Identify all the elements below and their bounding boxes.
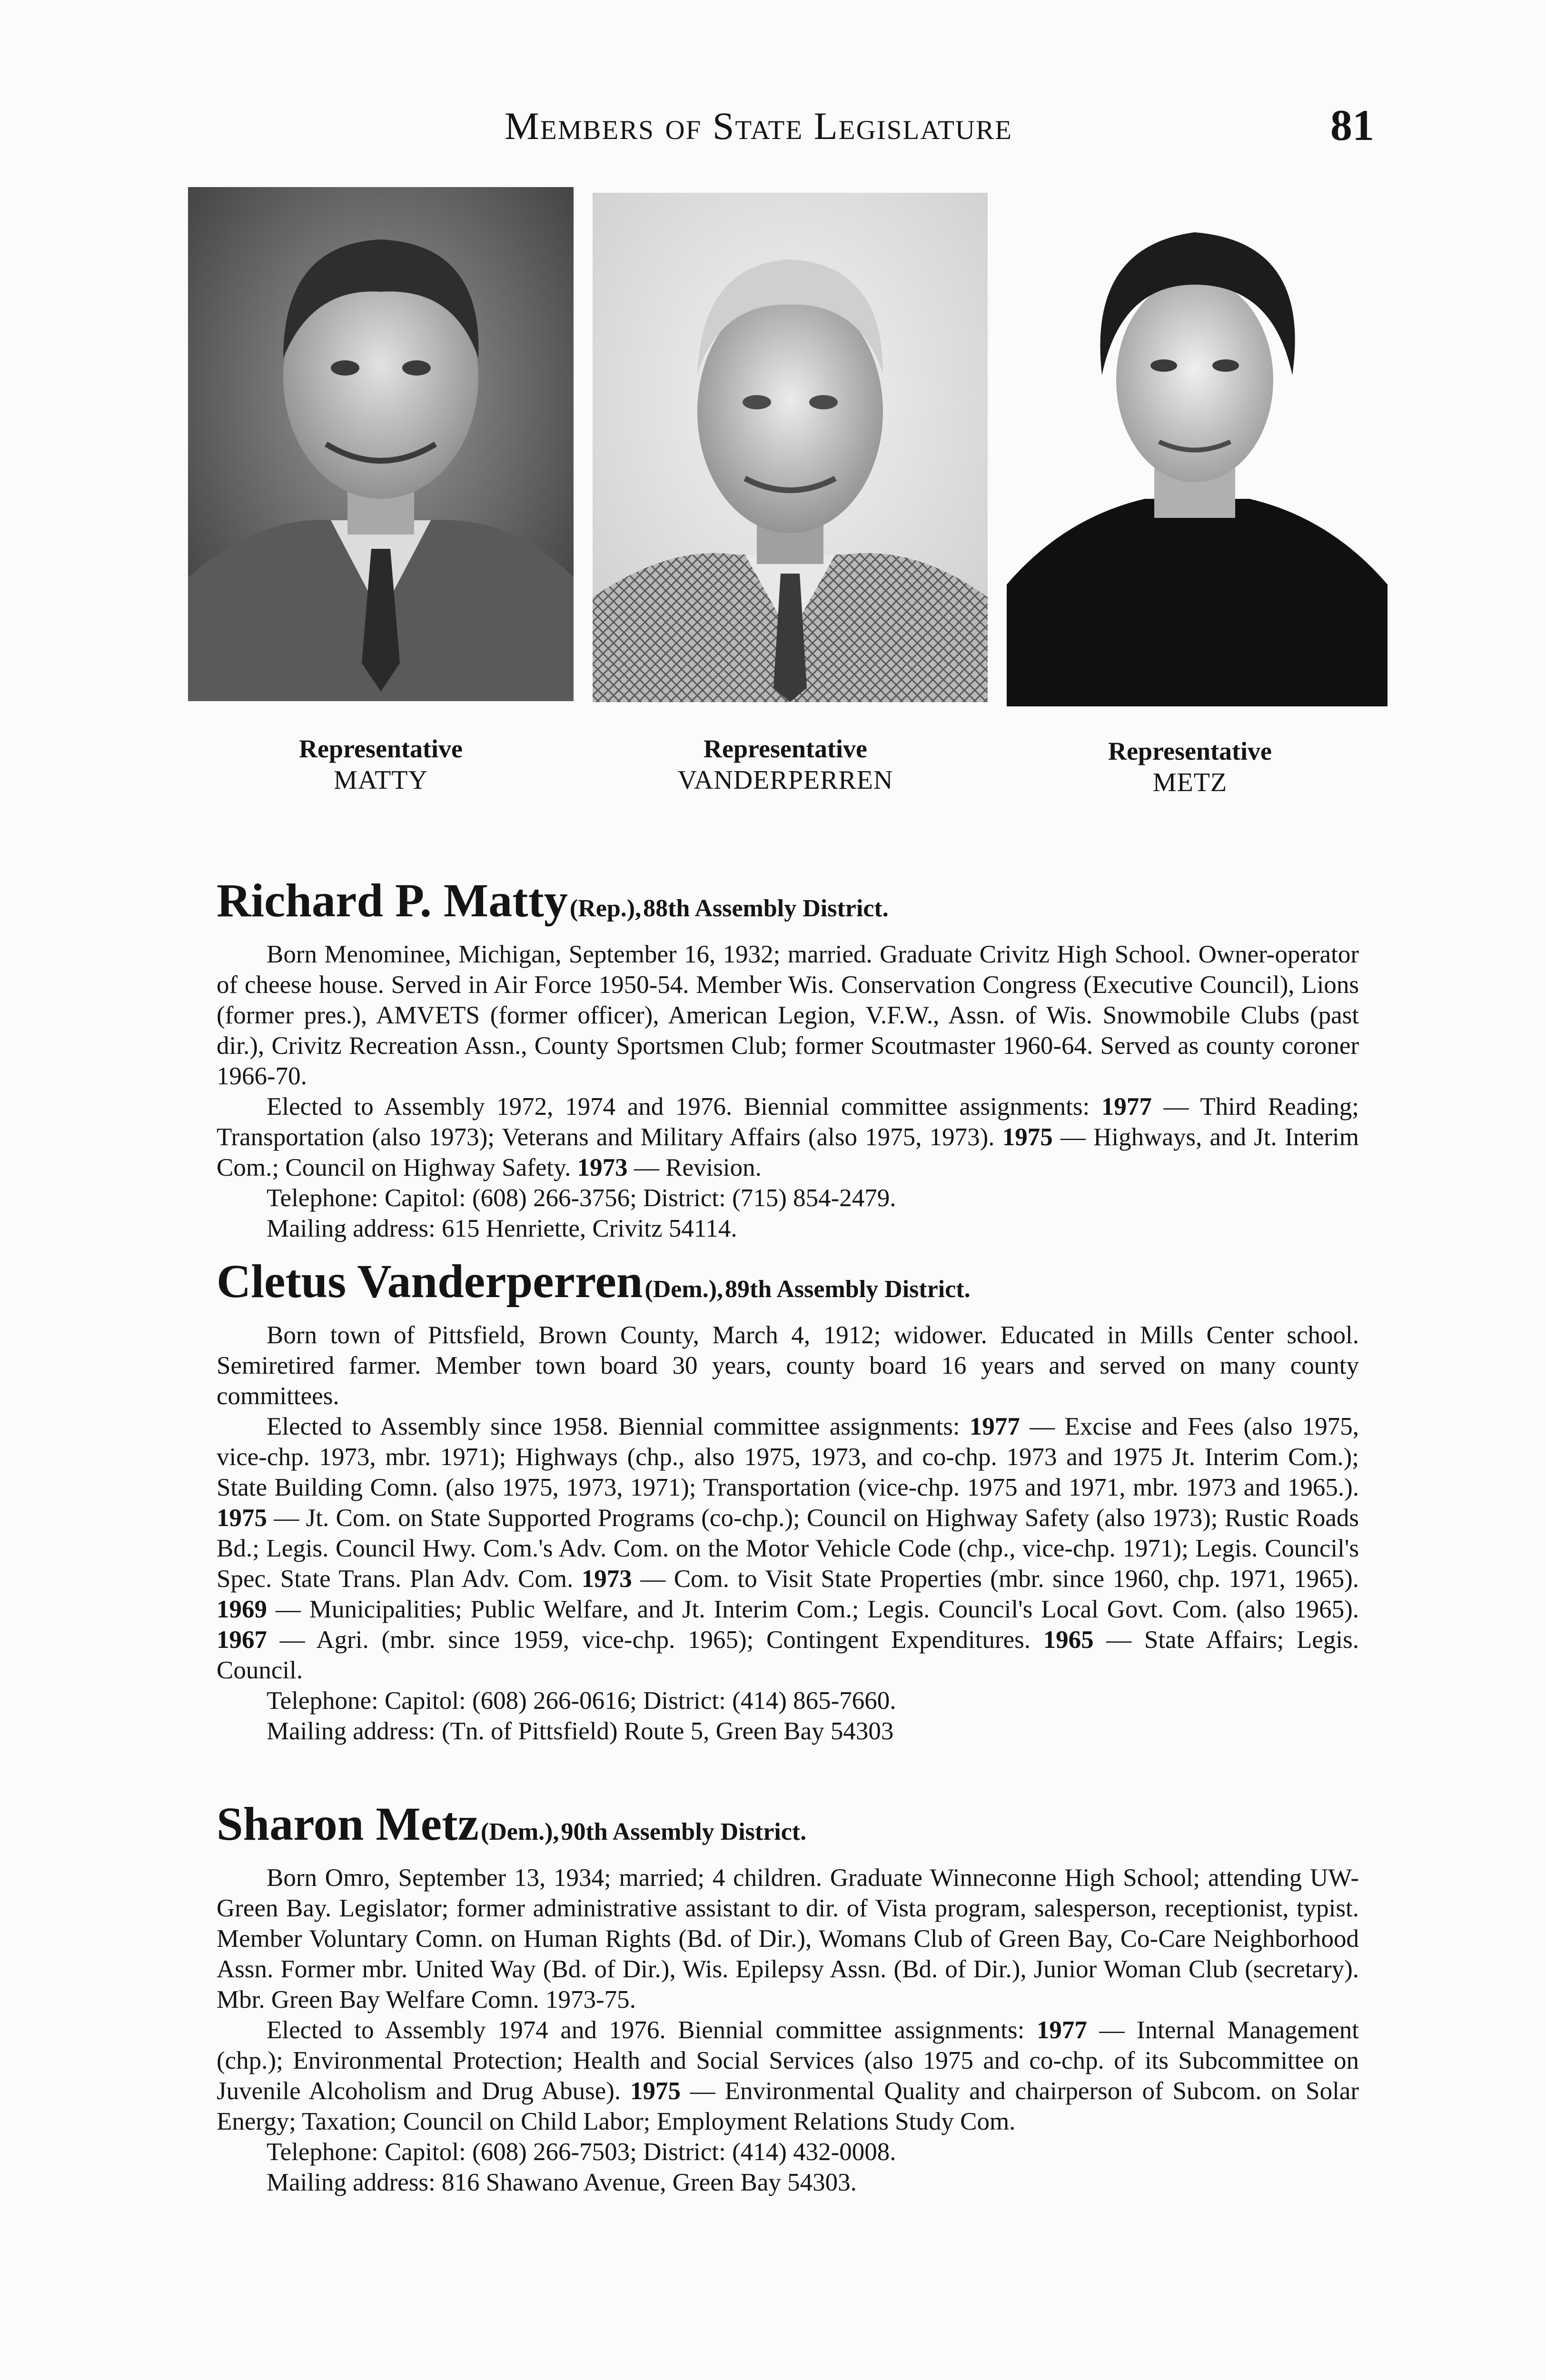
assembly-district: 90th Assembly District.: [561, 1818, 807, 1845]
bio-paragraph: [217, 2015, 1359, 2137]
page-header-title: Members of State Legislature: [505, 104, 1012, 148]
bio-text: — Jt. Com. on State Supported Programs (co-chp.); Council on Highway Safety (also 1973); Rustic Roads Bd.; Legis. Council Hwy. Com.'s Adv. Com. on the Motor Vehicle Code (chp., vice-chp. 1971); Legis. Council's Spec. State Trans. Plan Adv. Com.: [217, 1504, 1359, 1593]
bio-paragraph: [217, 1863, 1359, 2015]
bio-text: Telephone: Capitol: (608) 266-3756; District: (715) 854-2479.: [267, 1184, 896, 1212]
bio-text: Born Omro, September 13, 1934; married; 4 children. Graduate Winneconne High School; attending UW-Green Bay. Legislator; former administrative assistant to dir. of Vista program, salesperson, receptionist, typist. Member Voluntary Comn. on Human Rights (Bd. of Dir.), Womans Club of Green Bay, Co-Care Neighborhood Assn. Former mbr. United Way (Bd. of Dir.), Wis. Epilepsy Assn. (Bd. of Dir.), Junior Woman Club (secretary). Mbr. Green Bay Welfare Comn. 1973-75.: [217, 1864, 1359, 2013]
bio-matty: [217, 876, 1359, 1244]
year-marker: 1975: [630, 2077, 681, 2105]
party-affiliation: (Rep.),: [569, 895, 642, 922]
member-name: Cletus Vanderperren: [217, 1255, 643, 1308]
bio-text: — Internal Management (chp.); Environmental Protection; Health and Social Services (also 1975 and co-chp. of its Subcommittee on Juvenile Alcoholism and Drug Abuse).: [217, 2016, 1359, 2105]
bio-text: Born town of Pittsfield, Brown County, March 4, 1912; widower. Educated in Mills Center school. Semiretired farmer. Member town board 30 years, county board 16 years and served on many county committees.: [217, 1321, 1359, 1410]
caption-role: Representative: [299, 734, 463, 763]
bio-paragraph: [217, 939, 1359, 1091]
party-affiliation: (Dem.),: [480, 1818, 559, 1845]
caption-role: Representative: [704, 734, 867, 763]
bio-text: Mailing address: 615 Henriette, Crivitz 54114.: [267, 1215, 737, 1242]
bio-text: Elected to Assembly 1972, 1974 and 1976. Biennial committee assignments:: [267, 1093, 1101, 1121]
page-number: 81: [1330, 101, 1374, 149]
bio-text: — Environmental Quality and chairperson of Subcom. on Solar Energy; Taxation; Council on Child Labor; Employment Relations Study Com.: [217, 2077, 1359, 2135]
caption-role: Representative: [1108, 737, 1272, 765]
bio-paragraph: [217, 1716, 1359, 1746]
year-marker: 1973: [581, 1565, 632, 1593]
year-marker: 1975: [217, 1504, 267, 1532]
bio-text: — State Affairs; Legis. Council.: [217, 1626, 1359, 1684]
bio-text: — Agri. (mbr. since 1959, vice-chp. 1965); Contingent Expenditures.: [267, 1626, 1043, 1654]
bio-text: Elected to Assembly since 1958. Biennial committee assignments:: [267, 1413, 970, 1440]
bio-text: — Third Reading; Transportation (also 1973); Veterans and Military Affairs (also 1975, 1973).: [217, 1093, 1359, 1151]
bio-paragraph: [217, 1183, 1359, 1213]
portrait-photo-metz: [1007, 213, 1387, 706]
bio-text: Born Menominee, Michigan, September 16, 1932; married. Graduate Crivitz High School. Owner-operator of cheese house. Served in Air Force 1950-54. Member Wis. Conservation Congress (Executive Council), Lions (former pres.), AMVETS (former officer), American Legion, V.F.W., Assn. of Wis. Snowmobile Clubs (past dir.), Crivitz Recreation Assn., County Sportsmen Club; former Scoutmaster 1960-64. Served as county coroner 1966-70.: [217, 941, 1359, 1090]
bio-paragraph: [217, 1686, 1359, 1716]
bio-text: Mailing address: 816 Shawano Avenue, Green Bay 54303.: [267, 2169, 857, 2196]
bio-heading: [217, 1799, 1359, 1863]
bio-body: [217, 1863, 1359, 2198]
photo-caption-matty: [262, 733, 500, 796]
bio-paragraph: [217, 2167, 1359, 2198]
bio-text: Mailing address: (Tn. of Pittsfield) Route 5, Green Bay 54303: [267, 1717, 894, 1745]
caption-name: VANDERPERREN: [677, 765, 893, 795]
bio-body: [217, 1320, 1359, 1746]
bio-body: [217, 939, 1359, 1244]
member-name: Sharon Metz: [217, 1797, 479, 1850]
caption-name: METZ: [1152, 768, 1228, 797]
photo-caption-metz: [1071, 735, 1309, 798]
portrait-photo-matty: [188, 187, 574, 701]
year-marker: 1969: [217, 1596, 267, 1623]
bio-text: — Com. to Visit State Properties (mbr. since 1960, chp. 1971, 1965).: [632, 1565, 1359, 1593]
bio-vanderperren: [217, 1257, 1359, 1746]
bio-text: Telephone: Capitol: (608) 266-7503; District: (414) 432-0008.: [267, 2138, 896, 2166]
bio-paragraph: [217, 2137, 1359, 2167]
year-marker: 1965: [1043, 1626, 1094, 1654]
bio-text: — Revision.: [627, 1154, 762, 1181]
bio-text: — Municipalities; Public Welfare, and Jt. Interim Com.; Legis. Council's Local Govt. Com. (also 1965).: [267, 1596, 1359, 1623]
photo-caption-vanderperren: [643, 733, 928, 796]
bio-metz: [217, 1799, 1359, 2198]
bio-text: — Highways, and Jt. Interim Com.; Council on Highway Safety.: [217, 1123, 1359, 1181]
caption-name: MATTY: [334, 765, 428, 795]
year-marker: 1967: [217, 1626, 267, 1654]
party-affiliation: (Dem.),: [644, 1276, 723, 1303]
assembly-district: 89th Assembly District.: [725, 1276, 971, 1303]
bio-text: — Excise and Fees (also 1975, vice-chp. 1973, mbr. 1971); Highways (chp., also 1975, 1973, and co-chp. 1973 and 1975 Jt. Interim Com.); State Building Comn. (also 1975, 1973, 1971); Transportation (vice-chp. 1975 and 1971, mbr. 1973 and 1965.).: [217, 1413, 1359, 1501]
year-marker: 1977: [1036, 2016, 1087, 2044]
bio-text: Telephone: Capitol: (608) 266-0616; District: (414) 865-7660.: [267, 1687, 896, 1715]
bio-paragraph: [217, 1213, 1359, 1244]
year-marker: 1977: [969, 1413, 1020, 1440]
assembly-district: 88th Assembly District.: [643, 895, 889, 922]
bio-paragraph: [217, 1320, 1359, 1411]
member-name: Richard P. Matty: [217, 874, 568, 927]
year-marker: 1973: [577, 1154, 628, 1181]
bio-paragraph: [217, 1411, 1359, 1686]
bio-text: Elected to Assembly 1974 and 1976. Biennial committee assignments:: [267, 2016, 1037, 2044]
bio-heading: [217, 876, 1359, 939]
bio-heading: [217, 1257, 1359, 1320]
year-marker: 1975: [1002, 1123, 1053, 1151]
bio-paragraph: [217, 1091, 1359, 1183]
portrait-photo-vanderperren: [593, 193, 988, 702]
year-marker: 1977: [1101, 1093, 1152, 1121]
